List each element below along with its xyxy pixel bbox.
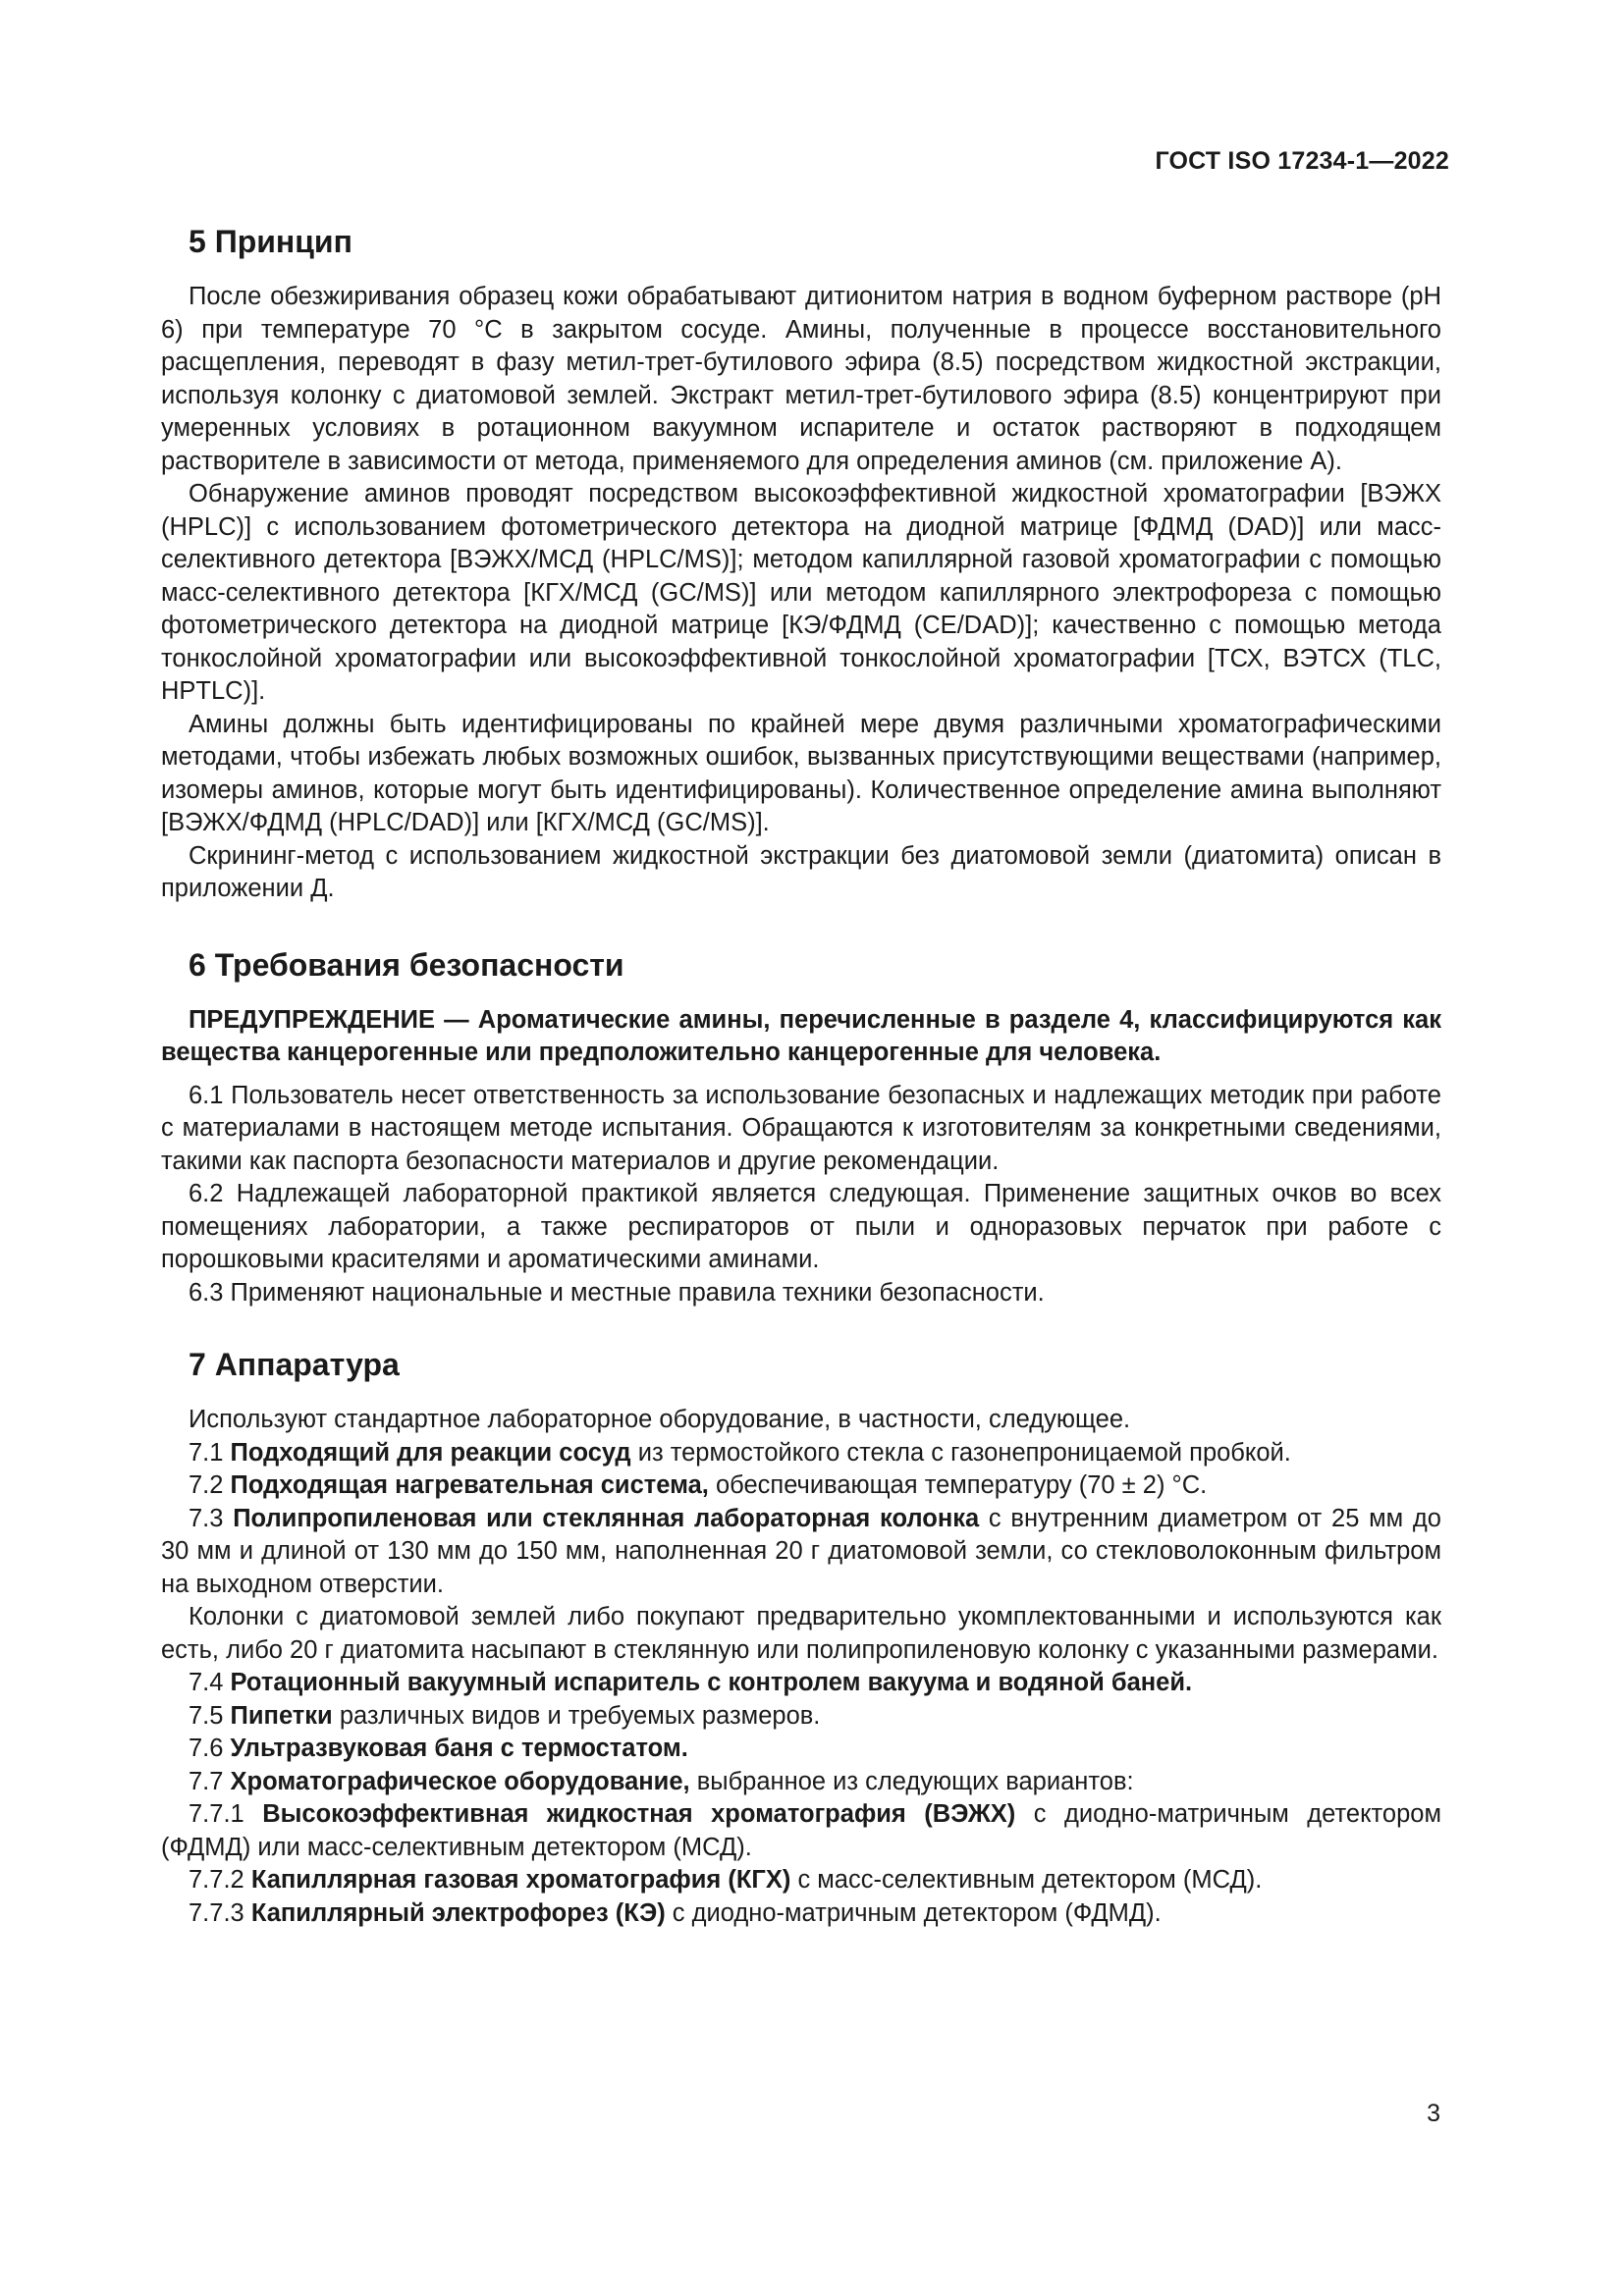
- section-5-paragraph: После обезжиривания образец кожи обрабатывают дитионитом натрия в водном буферном растворе (pH 6) при температуре 70 °C в закрытом сосуде. Амины, полученные в процессе восстановительного расщепления, переводят в фазу метил-трет-бутилового эфира (8.5) посредством жидкостной экстракции, используя колонку с диатомовой землей. Экстракт метил-трет-бутилового эфира (8.5) концентрируют при умеренных условиях в ротационном вакуумном испарителе и остаток растворяют в подходящем растворителе в зависимости от метода, применяемого для определения аминов (см. приложение А).: [161, 283, 1441, 475]
- section-5-title: 5 Принцип: [189, 224, 352, 259]
- column-note: Колонки с диатомовой землей либо покупают предварительно укомплектованными и используются как есть, либо 20 г диатомита насыпают в стеклянную или полипропиленовую колонку с указанными размерами.: [161, 1603, 1441, 1664]
- item-number: 7.6: [189, 1735, 224, 1762]
- item-name: Подходящая нагревательная система,: [230, 1471, 709, 1499]
- item-description: обеспечивающая температуру (70 ± 2) °C.: [708, 1471, 1208, 1499]
- item-number: 7.7: [189, 1767, 224, 1795]
- document-code: ГОСТ ISO 17234-1—2022: [1155, 147, 1449, 175]
- apparatus-item: [161, 1503, 1441, 1602]
- item-description: с внутренним диаметром от 25 мм до 30 мм и длиной от 130 мм до 150 мм, наполненная 20 г диатомовой земли, со стекловолоконным фильтром на выходном отверстии.: [161, 1504, 1441, 1598]
- section-7-title: 7 Аппаратура: [189, 1347, 400, 1382]
- page-number: 3: [1427, 2100, 1440, 2127]
- item-name: Подходящий для реакции сосуд: [230, 1438, 631, 1467]
- section-6-paragraph: 6.2 Надлежащей лабораторной практикой является следующая. Применение защитных очков во всех помещениях лаборатории, а также респираторов от пыли и одноразовых перчаток при работе с порошковыми красителями и ароматическими аминами.: [161, 1180, 1441, 1273]
- item-number: 7.1: [189, 1438, 224, 1467]
- item-number: 7.7.3: [189, 1898, 244, 1927]
- apparatus-item: [161, 1469, 1441, 1503]
- section-7-intro: Используют стандартное лабораторное оборудование, в частности, следующее.: [189, 1406, 1131, 1433]
- apparatus-item: [161, 1864, 1441, 1897]
- apparatus-item: [161, 1437, 1441, 1470]
- section-5-paragraph: Амины должны быть идентифицированы по крайней мере двумя различными хроматографическими методами, чтобы избежать любых возможных ошибок, вызванных присутствующими веществами (например, изомеры аминов, которые могут быть идентифицированы). Количественное определение амина выполняют [ВЭЖХ/ФДМД (HPLC/DAD)] или [КГХ/МСД (GC/MS)].: [161, 710, 1441, 836]
- item-number: 7.7.1: [189, 1800, 244, 1828]
- item-name: Капиллярный электрофорез (КЭ): [250, 1898, 666, 1927]
- section-5-paragraph: Обнаружение аминов проводят посредством высокоэффективной жидкостной хроматографии [ВЭЖХ (HPLC)] с использованием фотометрического детектора на диодной матрице [ФДМД (DAD)] или масс-селективного детектора [ВЭЖХ/МСД (HPLC/MS)]; методом капиллярной газовой хроматографии с помощью масс-селективного детектора [КГХ/МСД (GC/MS)] или методом капиллярного электрофореза с помощью фотометрического детектора на диодной матрице [КЭ/ФДМД (CE/DAD)]; качественно с помощью метода тонкослойной хроматографии или высокоэффективной тонкослойной хроматографии [ТСХ, ВЭТСХ (TLC, HPTLC)].: [161, 480, 1441, 705]
- section-6-paragraph: 6.3 Применяют национальные и местные правила техники безопасности.: [189, 1278, 1045, 1307]
- item-name: Полипропиленовая или стеклянная лабораторная колонка: [233, 1504, 980, 1532]
- section-6-title: 6 Требования безопасности: [189, 946, 624, 983]
- item-number: 7.7.2: [189, 1866, 244, 1894]
- item-name: Капиллярная газовая хроматография (КГХ): [250, 1866, 791, 1894]
- item-number: 7.4: [189, 1669, 224, 1696]
- document-body: [161, 222, 1441, 1930]
- item-name: Высокоэффективная жидкостная хроматография (ВЭЖХ): [262, 1800, 1016, 1828]
- item-name: Пипетки: [230, 1701, 333, 1730]
- item-name: Ультразвуковая баня с термостатом.: [230, 1735, 688, 1762]
- apparatus-item: [161, 1798, 1441, 1864]
- apparatus-item: [161, 1700, 1441, 1734]
- item-description: различных видов и требуемых размеров.: [332, 1701, 821, 1730]
- item-description: с диодно-матричным детектором (ФДМД).: [665, 1898, 1162, 1927]
- item-description: выбранное из следующих вариантов:: [689, 1767, 1134, 1795]
- item-number: 7.2: [189, 1471, 224, 1499]
- item-name: Ротационный вакуумный испаритель с контролем вакуума и водяной баней.: [230, 1669, 1193, 1696]
- apparatus-item: [161, 1766, 1441, 1799]
- section-5-paragraph: Скрининг-метод с использованием жидкостной экстракции без диатомовой земли (диатомита) описан в приложении Д.: [161, 841, 1441, 902]
- apparatus-item: [161, 1897, 1441, 1931]
- item-description: из термостойкого стекла с газонепроницаемой пробкой.: [630, 1438, 1291, 1467]
- item-description: с диодно-матричным детектором (ФДМД) или масс-селективным детектором (МСД).: [161, 1800, 1441, 1861]
- safety-warning: ПРЕДУПРЕЖДЕНИЕ — Ароматические амины, перечисленные в разделе 4, классифицируются как вещества канцерогенные или предположительно канцерогенные для человека.: [161, 1005, 1441, 1066]
- section-6-paragraph: 6.1 Пользователь несет ответственность за использование безопасных и надлежащих методик при работе с материалами в настоящем методе испытания. Обращаются к изготовителям за конкретными сведениями, такими как паспорта безопасности материалов и другие рекомендации.: [161, 1081, 1441, 1175]
- item-description: с масс-селективным детектором (МСД).: [790, 1866, 1263, 1894]
- item-number: 7.5: [189, 1701, 224, 1730]
- apparatus-item: [161, 1733, 1441, 1766]
- item-name: Хроматографическое оборудование,: [230, 1767, 690, 1795]
- apparatus-item: [161, 1667, 1441, 1700]
- item-number: 7.3: [189, 1504, 224, 1532]
